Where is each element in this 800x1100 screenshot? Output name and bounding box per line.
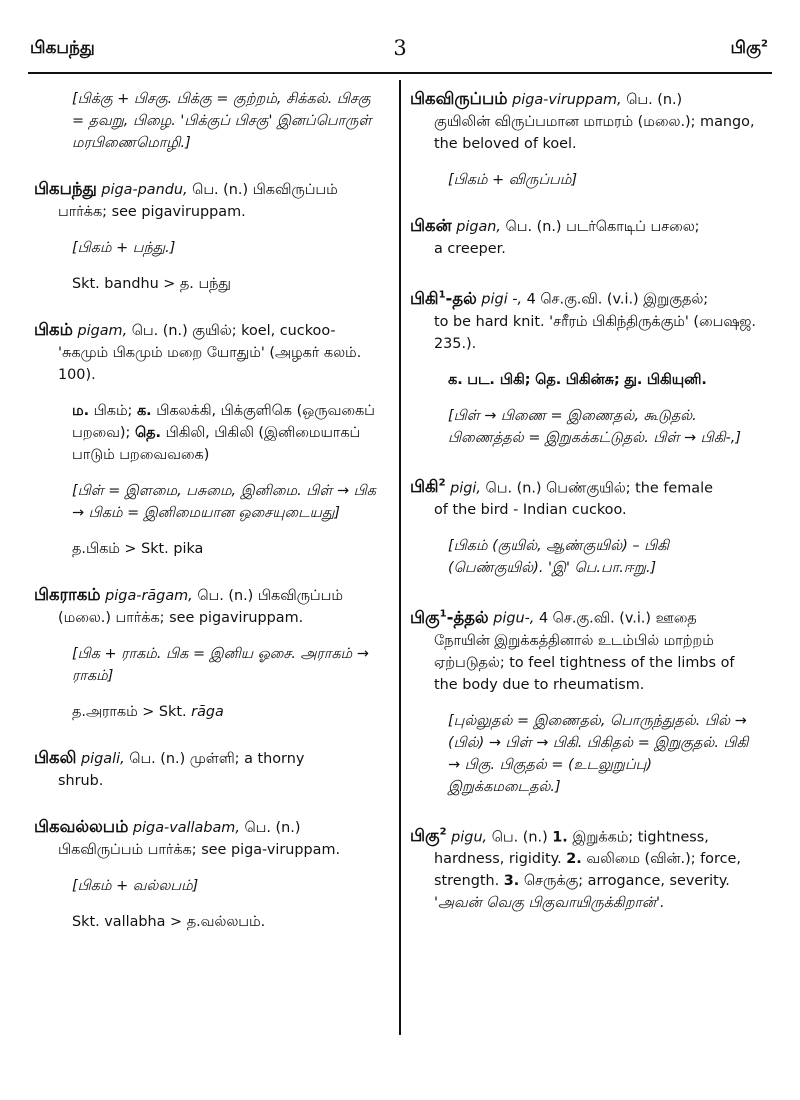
- headword: பிகராகம்: [34, 585, 101, 604]
- etymology: [பிகம் + வல்லபம்]: [72, 878, 199, 894]
- headword: பிகம்: [34, 320, 73, 339]
- carryover-note: [பிக்கு + பிசகு. பிக்கு = குற்றம், சிக்கல். பிசகு = தவறு, பிழை. 'பிக்குப் பிசகு' இனப்பொருள் மரபிணைமொழி.]: [72, 91, 372, 151]
- headword: பிகபந்து: [34, 179, 97, 198]
- dictionary-entry: பிகபந்து piga-pandu, பெ. (n.) பிகவிருப்பம் பார்க்க; see pigaviruppam. [பிகம் + பந்து.] Skt. bandhu > த. பந்து: [34, 178, 386, 295]
- dictionary-entry: பிகு$^2$ pigu, பெ. (n.) 1. இறுக்கம்; tightness, hardness, rigidity. 2. வலிமை (வின்.); force, strength. 3. செருக்கு; arrogance, severity. 'அவன் வெகு பிகுவாயிருக்கிறான்'.: [410, 826, 741, 911]
- headword: பிகு$^2$: [410, 826, 447, 845]
- header-right-guideword: பிகு$^2$: [730, 38, 768, 58]
- left-column: [34, 88, 386, 957]
- etymology: [பிகம் + பந்து.]: [72, 240, 176, 256]
- headword: பிகலி: [34, 748, 77, 767]
- dictionary-entry: பிகி$^1$-தல் pigi -, 4 செ.கு.வி. (v.i.) இறுகுதல்; to be hard knit. 'சரீரம் பிகிந்திருக்கும்' (பைஷஜ. 235.). க. பட. பிகி; தெ. பிகின்சு; து. பிகியுனி. [பிள் → பிணை = இணைதல், கூடுதல். பிணைத்தல் = இறுகக்கட்டுதல். பிள் → பிகி-,]: [410, 284, 762, 449]
- headword: பிகவல்லபம்: [34, 817, 129, 836]
- cognates: க. பட. பிகி; தெ. பிகின்சு; து. பிகியுனி.: [448, 371, 707, 388]
- dictionary-entry: பிகு$^1$-த்தல் pigu-, 4 செ.கு.வி. (v.i.) ஊதை நோயின் இறுக்கத்தினால் உடம்பில் மாற்றம் ஏற்படுதல்; to feel tightness of the limbs of the body due to rheumatism. [புல்லுதல் = இணைதல், பொருந்துதல். பில் → (பில்) → பிள் → பிகி. பிகிதல் = இறுகுதல். பிகி → பிகு. பிகுதல் = (உடலுறுப்பு) இறுக்கமடைதல்.]: [410, 603, 762, 798]
- cognate: த.பிகம் > Skt. pika: [72, 541, 204, 557]
- cognate: Skt. bandhu > த. பந்து: [72, 276, 231, 292]
- headword: பிகவிருப்பம்: [410, 89, 508, 108]
- page-number: 3: [393, 36, 407, 60]
- etymology: [பிள் → பிணை = இணைதல், கூடுதல். பிணைத்தல் = இறுகக்கட்டுதல். பிள் → பிகி-,]: [448, 407, 741, 446]
- headword: பிகன்: [410, 216, 452, 235]
- dictionary-entry: பிகவிருப்பம் piga-viruppam, பெ. (n.) குயிலின் விருப்பமான மாமரம் (மலை.); mango, the beloved of koel. [பிகம் + விருப்பம்]: [410, 88, 762, 191]
- etymology: [பிக + ராகம். பிக = இனிய ஓசை. அராகம் → ராகம்]: [72, 646, 369, 684]
- etymology: [பிள் = இளமை, பசுமை, இனிமை. பிள் → பிக → பிகம் = இனிமையான ஒசையுடையது]: [72, 483, 376, 521]
- cognate: த.அராகம் > Skt. rāga: [72, 704, 224, 720]
- cognates: ம. பிகம்; க. பிகலக்கி, பிக்குளிகெ (ஒருவகைப் பறவை); தெ. பிகிலி, பிகிலி (இனிமையாகப் பாடும் பறவைவகை): [72, 403, 375, 463]
- header-rule: [28, 72, 772, 74]
- column-divider: [399, 80, 401, 1035]
- page-header: [28, 38, 772, 68]
- dictionary-entry: பிகவல்லபம் piga-vallabam, பெ. (n.) பிகவிருப்பம் பார்க்க; see piga-viruppam. [பிகம் + வல்லபம்] Skt. vallabha > த.வல்லபம்.: [34, 816, 386, 933]
- etymology: [புல்லுதல் = இணைதல், பொருந்துதல். பில் → (பில்) → பிள் → பிகி. பிகிதல் = இறுகுதல். பிகி → பிகு. பிகுதல் = (உடலுறுப்பு) இறுக்கமடைதல்.]: [448, 712, 749, 795]
- etymology: [பிகம் (குயில், ஆண்குயில்) – பிகி (பெண்குயில்). 'இ' பெ.பா.ஈறு.]: [448, 538, 670, 576]
- dictionary-entry: பிகலி pigali, பெ. (n.) முள்ளி; a thorny shrub.: [34, 748, 305, 789]
- headword: பிகு$^1$-த்தல்: [410, 607, 489, 627]
- right-column: [410, 88, 762, 938]
- dictionary-entry: பிகராகம் piga-rāgam, பெ. (n.) பிகவிருப்பம் (மலை.) பார்க்க; see pigaviruppam. [பிக + ராகம். பிக = இனிய ஓசை. அராகம் → ராகம்] த.அராகம் > Skt. rāga: [34, 584, 386, 723]
- cognate: Skt. vallabha > த.வல்லபம்.: [72, 914, 266, 930]
- etymology: [பிகம் + விருப்பம்]: [448, 172, 578, 188]
- dictionary-entry: பிகன் pigan, பெ. (n.) படர்கொடிப் பசலை; a creeper.: [410, 216, 700, 257]
- header-left-guideword: பிகபந்து: [30, 38, 95, 58]
- dictionary-entry: பிகம் pigam, பெ. (n.) குயில்; koel, cuckoo- 'சுகமும் பிகமும் மறை யோதும்' (அழகர் கலம். 100). ம. பிகம்; க. பிகலக்கி, பிக்குளிகெ (ஒருவகைப் பறவை); தெ. பிகிலி, பிகிலி (இனிமையாகப் பாடும் பறவைவகை) [பிள் = இளமை, பசுமை, இனிமை. பிள் → பிக → பிகம் = இனிமையான ஒசையுடையது] த.பிகம் > Skt. pika: [34, 319, 386, 560]
- headword: பிகி$^1$-தல்: [410, 288, 477, 308]
- dictionary-entry: பிகி$^2$ pigi, பெ. (n.) பெண்குயில்; the female of the bird - Indian cuckoo. [பிகம் (குயில், ஆண்குயில்) – பிகி (பெண்குயில்). 'இ' பெ.பா.ஈறு.]: [410, 473, 762, 580]
- headword: பிகி$^2$: [410, 477, 446, 496]
